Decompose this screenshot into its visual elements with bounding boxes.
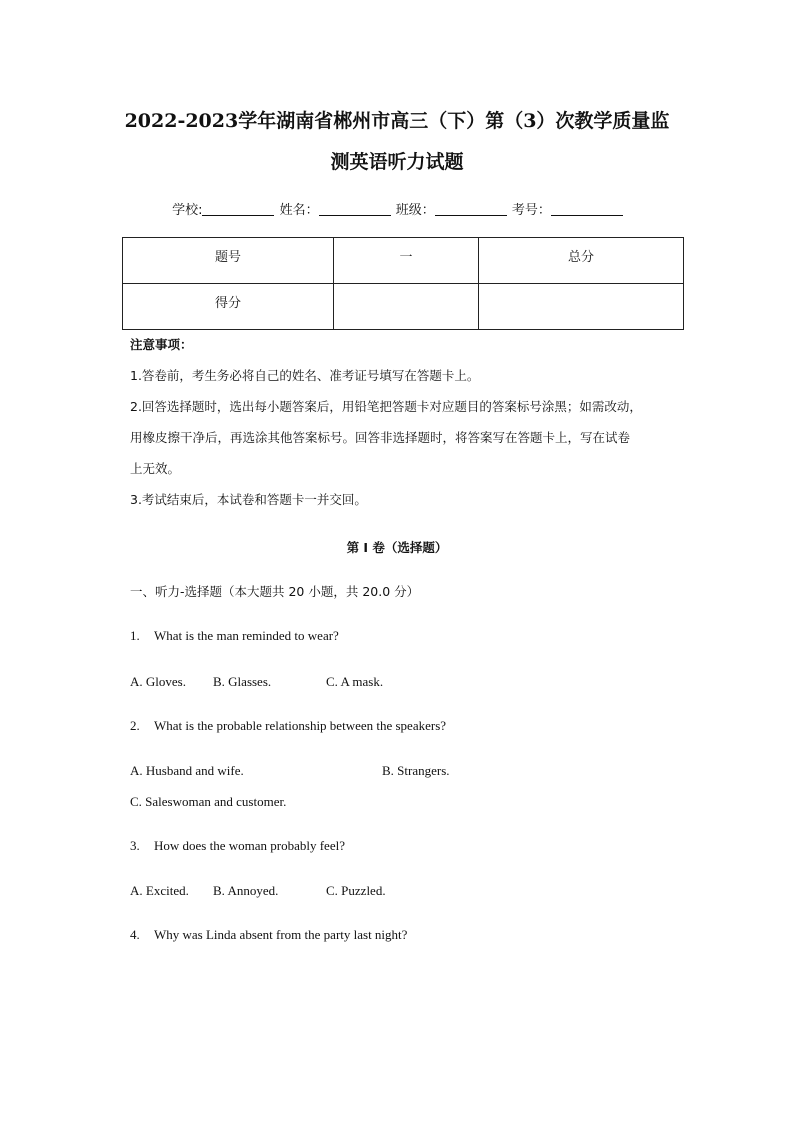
question-number: 2. [130,718,140,733]
exam-number-blank[interactable] [551,202,623,216]
q1-option-a[interactable]: A. Gloves. [130,674,186,689]
page-title-line-2: 测英语听力试题 [330,151,464,173]
question-number: 1. [130,628,140,643]
q1-option-c[interactable]: C. A mask. [326,674,384,689]
note-item-2-cont: 用橡皮擦干净后，再选涂其他答案标号。回答非选择题时，将答案写在答题卡上，写在试卷 [130,430,631,445]
class-label: 班级： [395,203,435,218]
notes-heading: 注意事项： [130,337,193,352]
question-text: How does the woman probably feel? [154,838,345,853]
note-item-3: 3.考试结束后，本试卷和答题卡一并交回。 [130,492,367,507]
school-blank[interactable] [202,202,274,216]
part-title: 一、听力-选择题（本大题共 20 小题，共 20.0 分） [130,584,420,599]
page-title-line-1: 2022-2023学年湖南省郴州市高三（下）第（3）次教学质量监 [124,110,670,132]
question-1 [130,628,339,644]
score-table [122,237,684,330]
q2-option-a[interactable]: A. Husband and wife. [130,763,244,778]
question-text: What is the man reminded to wear? [154,628,339,643]
question-number: 4. [130,927,140,942]
question-number: 3. [130,838,140,853]
question-text: What is the probable relationship between the speakers? [154,718,447,733]
q3-option-c[interactable]: C. Puzzled. [326,883,386,898]
q3-option-a[interactable]: A. Excited. [130,883,189,898]
name-blank[interactable] [319,202,391,216]
question-2 [130,718,446,734]
score-table-score-row [123,284,684,330]
name-label: 姓名： [279,203,319,218]
q2-option-c[interactable]: C. Saleswoman and customer. [130,794,287,809]
class-blank[interactable] [435,202,507,216]
header-section-one: 一 [334,238,479,284]
header-question-number: 题号 [123,238,334,284]
score-cell-section-one [334,284,479,330]
q3-option-b[interactable]: B. Annoyed. [213,883,279,898]
student-info-row [0,199,794,218]
school-label: 学校: [172,203,203,218]
q1-option-b[interactable]: B. Glasses. [213,674,272,689]
q2-option-b[interactable]: B. Strangers. [382,763,450,778]
question-3 [130,838,345,854]
note-item-1: 1.答卷前，考生务必将自己的姓名、准考证号填写在答题卡上。 [130,368,480,383]
question-text: Why was Linda absent from the party last night? [154,927,408,942]
row-label-score: 得分 [123,284,334,330]
volume-title: 第 I 卷（选择题） [346,540,448,555]
note-item-2: 2.回答选择题时，选出每小题答案后，用铅笔把答题卡对应题目的答案标号涂黑；如需改动， [130,399,642,414]
score-cell-total [479,284,684,330]
note-item-2-end: 上无效。 [130,461,181,476]
exam-number-label: 考号： [511,203,551,218]
header-total-score: 总分 [479,238,684,284]
score-table-header-row [123,238,684,284]
question-4 [130,927,407,943]
